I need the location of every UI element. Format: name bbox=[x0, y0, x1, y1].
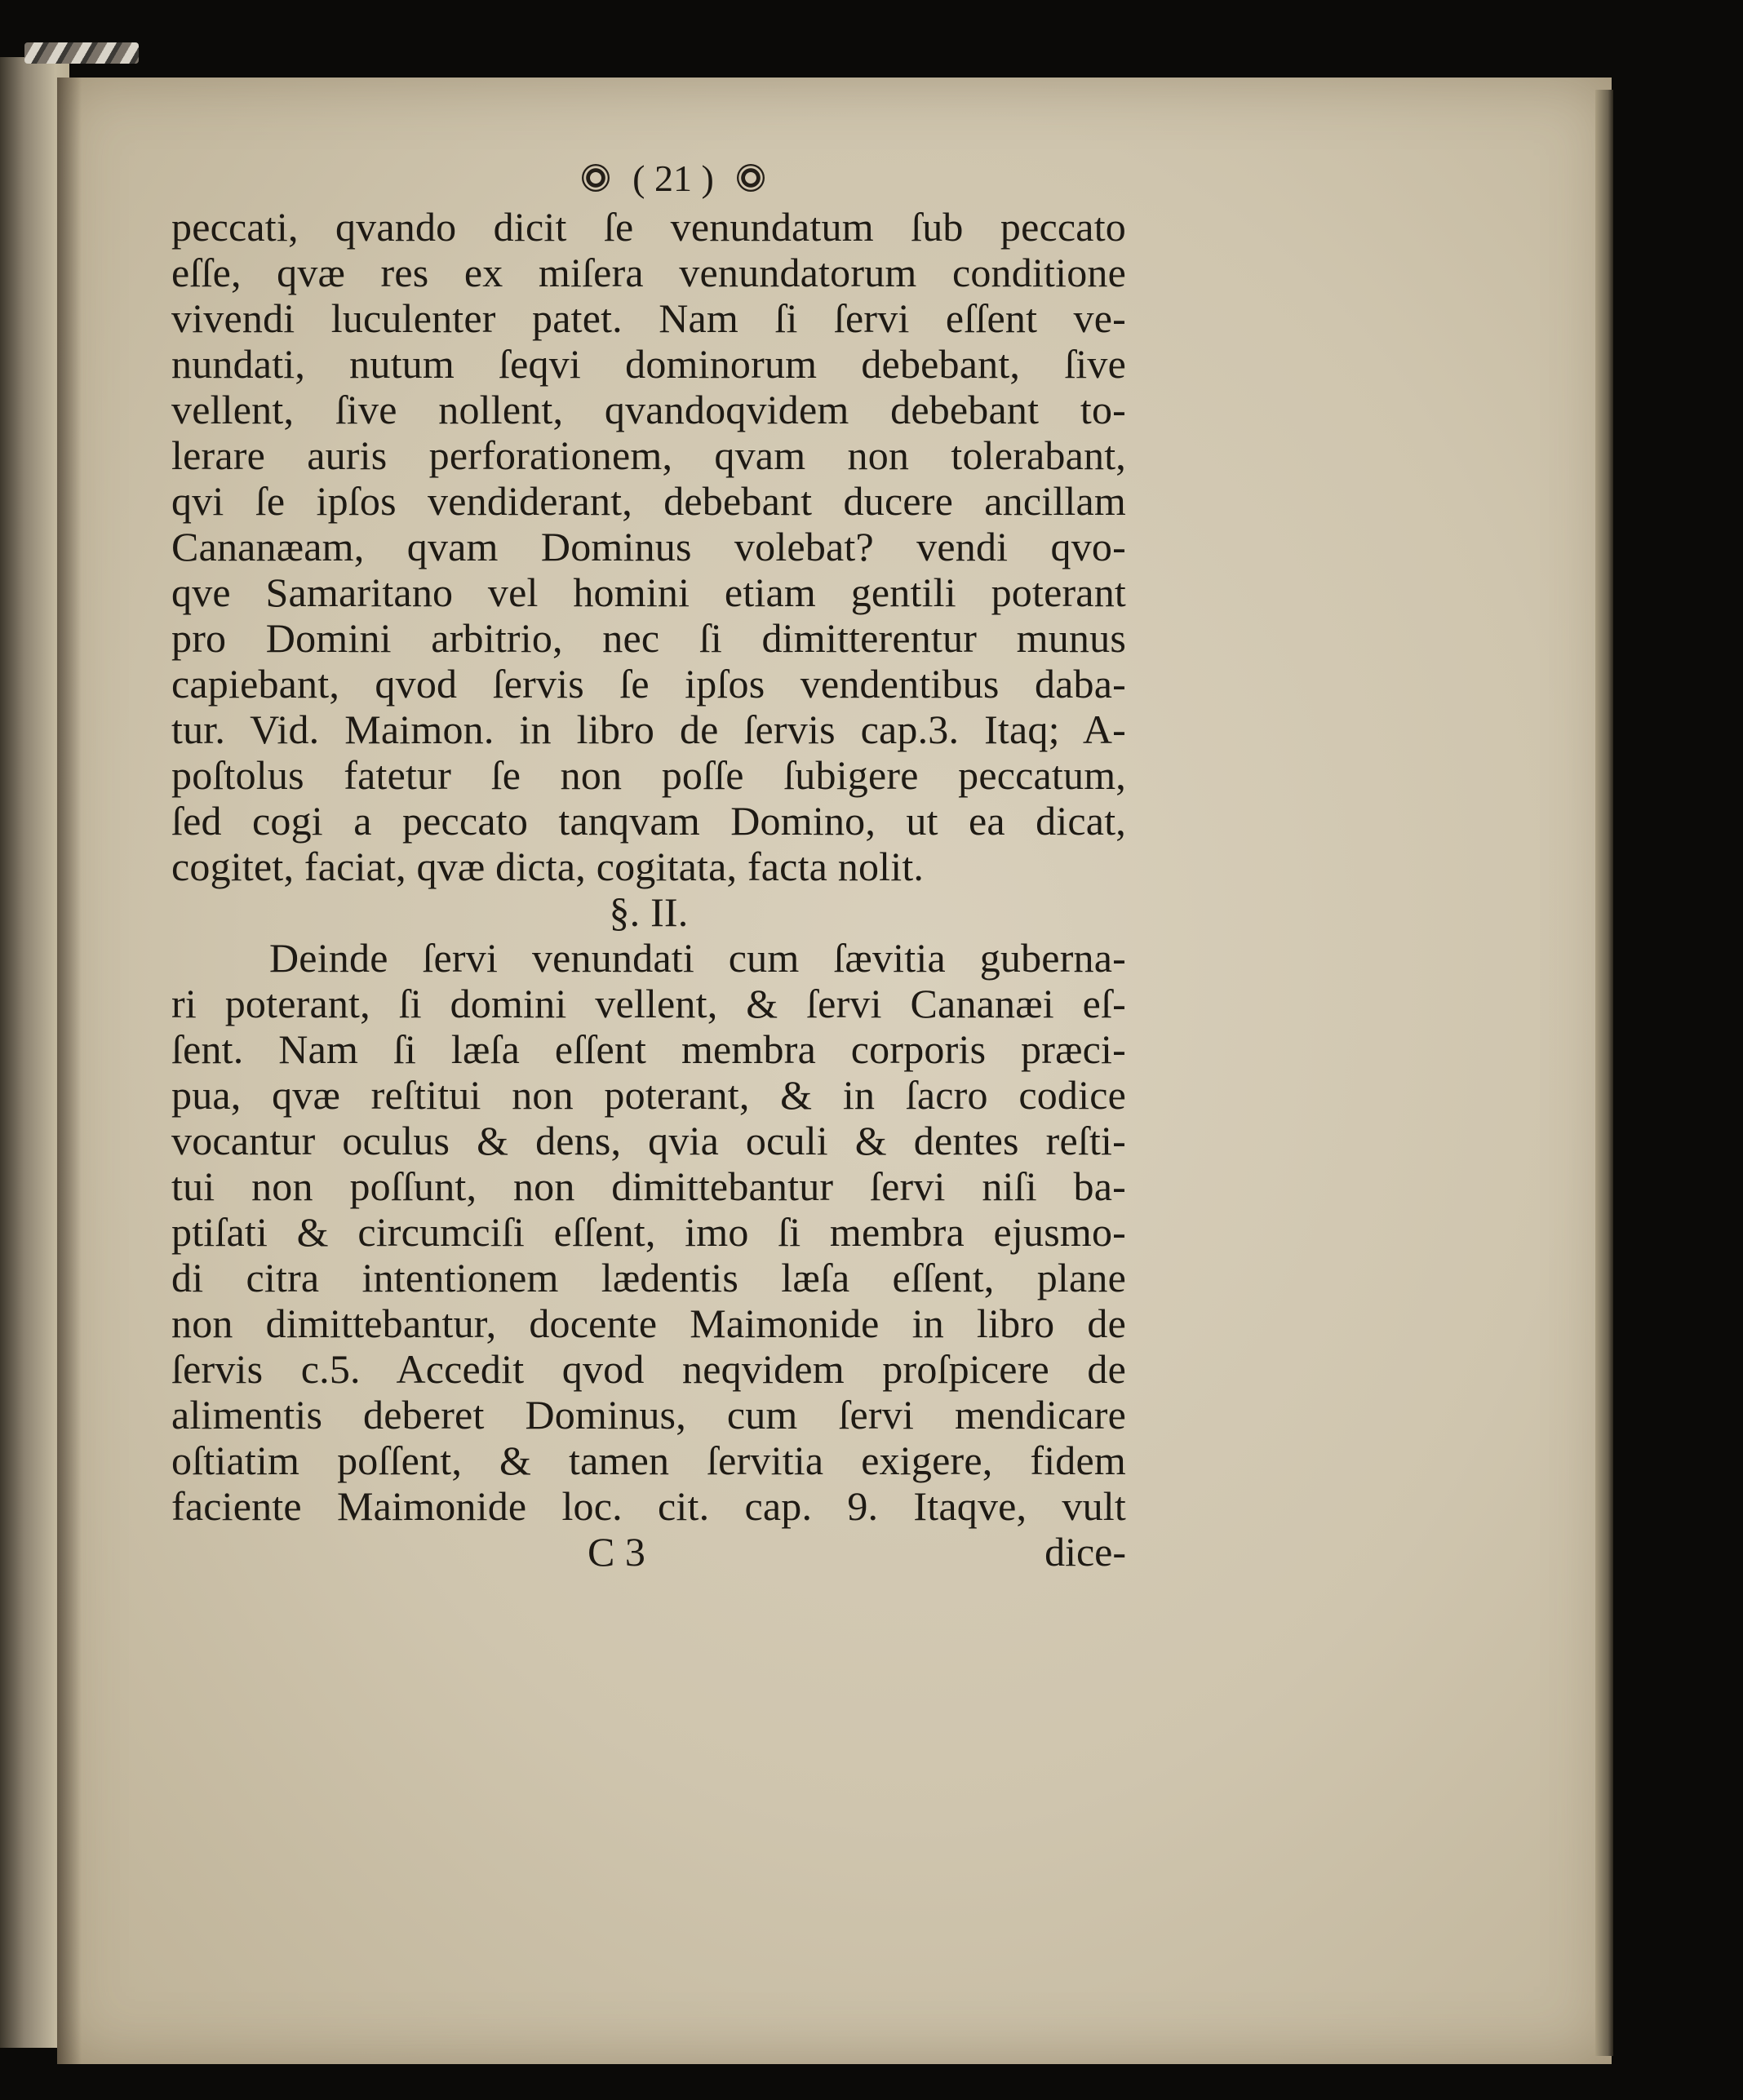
page-header bbox=[171, 155, 1126, 201]
page-number: ( 21 ) bbox=[632, 157, 714, 199]
text-line: ſervis c.5. Accedit qvod neqvidem proſpicere de bbox=[171, 1346, 1126, 1392]
text-line: non dimittebantur, docente Maimonide in libro de bbox=[171, 1300, 1126, 1346]
text-line: lerare auris perforationem, qvam non tolerabant, bbox=[171, 432, 1126, 478]
right-ornament-icon bbox=[737, 164, 765, 192]
text-line: eſſe, qvæ res ex miſera venundatorum conditione bbox=[171, 250, 1126, 295]
text-line: ſent. Nam ſi læſa eſſent membra corporis præci- bbox=[171, 1026, 1126, 1072]
page-footer bbox=[171, 1529, 1126, 1575]
paragraph-1 bbox=[171, 204, 1126, 889]
text-line: cogitet, faciat, qvæ dicta, cogitata, facta nolit. bbox=[171, 844, 925, 889]
page-gutter-shadow bbox=[57, 78, 82, 2064]
signature-mark: C 3 bbox=[588, 1529, 645, 1575]
text-line: pro Domini arbitrio, nec ſi dimitterentur munus bbox=[171, 615, 1126, 661]
text-line: oſtiatim poſſent, & tamen ſervitia exigere, fidem bbox=[171, 1438, 1126, 1483]
text-line: alimentis deberet Dominus, cum ſervi mendicare bbox=[171, 1392, 1126, 1438]
text-line: ri poterant, ſi domini vellent, & ſervi Cananæi eſ- bbox=[171, 981, 1126, 1026]
text-line: di citra intentionem lædentis læſa eſſent, plane bbox=[171, 1255, 1126, 1300]
text-line: vivendi luculenter patet. Nam ſi ſervi eſſent ve- bbox=[171, 295, 1126, 341]
text-line: Deinde ſervi venundati cum ſævitia guberna- bbox=[269, 935, 1126, 981]
text-line: faciente Maimonide loc. cit. cap. 9. Itaqve, vult bbox=[171, 1483, 1126, 1529]
text-line: vellent, ſive nollent, qvandoqvidem debebant to- bbox=[171, 387, 1126, 432]
text-line: pua, qvæ reſtitui non poterant, & in ſacro codice bbox=[171, 1072, 1126, 1118]
page-fore-edge bbox=[1595, 90, 1613, 2056]
text-line: nundati, nutum ſeqvi dominorum debebant, ſive bbox=[171, 341, 1126, 387]
text-line: tui non poſſunt, non dimittebantur ſervi niſi ba- bbox=[171, 1163, 1126, 1209]
text-block bbox=[171, 155, 1126, 1575]
text-line: poſtolus fatetur ſe non poſſe ſubigere peccatum, bbox=[171, 752, 1126, 798]
text-line: peccati, qvando dicit ſe venundatum ſub peccato bbox=[171, 204, 1126, 250]
left-ornament-icon bbox=[582, 164, 610, 192]
paragraph-2 bbox=[171, 935, 1126, 1529]
text-line: capiebant, qvod ſervis ſe ipſos vendentibus daba- bbox=[171, 661, 1126, 707]
section-heading: §. II. bbox=[609, 889, 689, 935]
catchword: dice- bbox=[1044, 1529, 1126, 1575]
text-line: tur. Vid. Maimon. in libro de ſervis cap.3. Itaq; A- bbox=[171, 707, 1126, 752]
text-line: vocantur oculus & dens, qvia oculi & dentes reſti- bbox=[171, 1118, 1126, 1163]
text-line: qve Samaritano vel homini etiam gentili poterant bbox=[171, 569, 1126, 615]
text-line: ſed cogi a peccato tanqvam Domino, ut ea dicat, bbox=[171, 798, 1126, 844]
text-line: qvi ſe ipſos vendiderant, debebant ducere ancillam bbox=[171, 478, 1126, 524]
text-line: Cananæam, qvam Dominus volebat? vendi qvo- bbox=[171, 524, 1126, 569]
text-line: ptiſati & circumciſi eſſent, imo ſi membra ejusmo- bbox=[171, 1209, 1126, 1255]
binding-thread bbox=[24, 42, 139, 64]
